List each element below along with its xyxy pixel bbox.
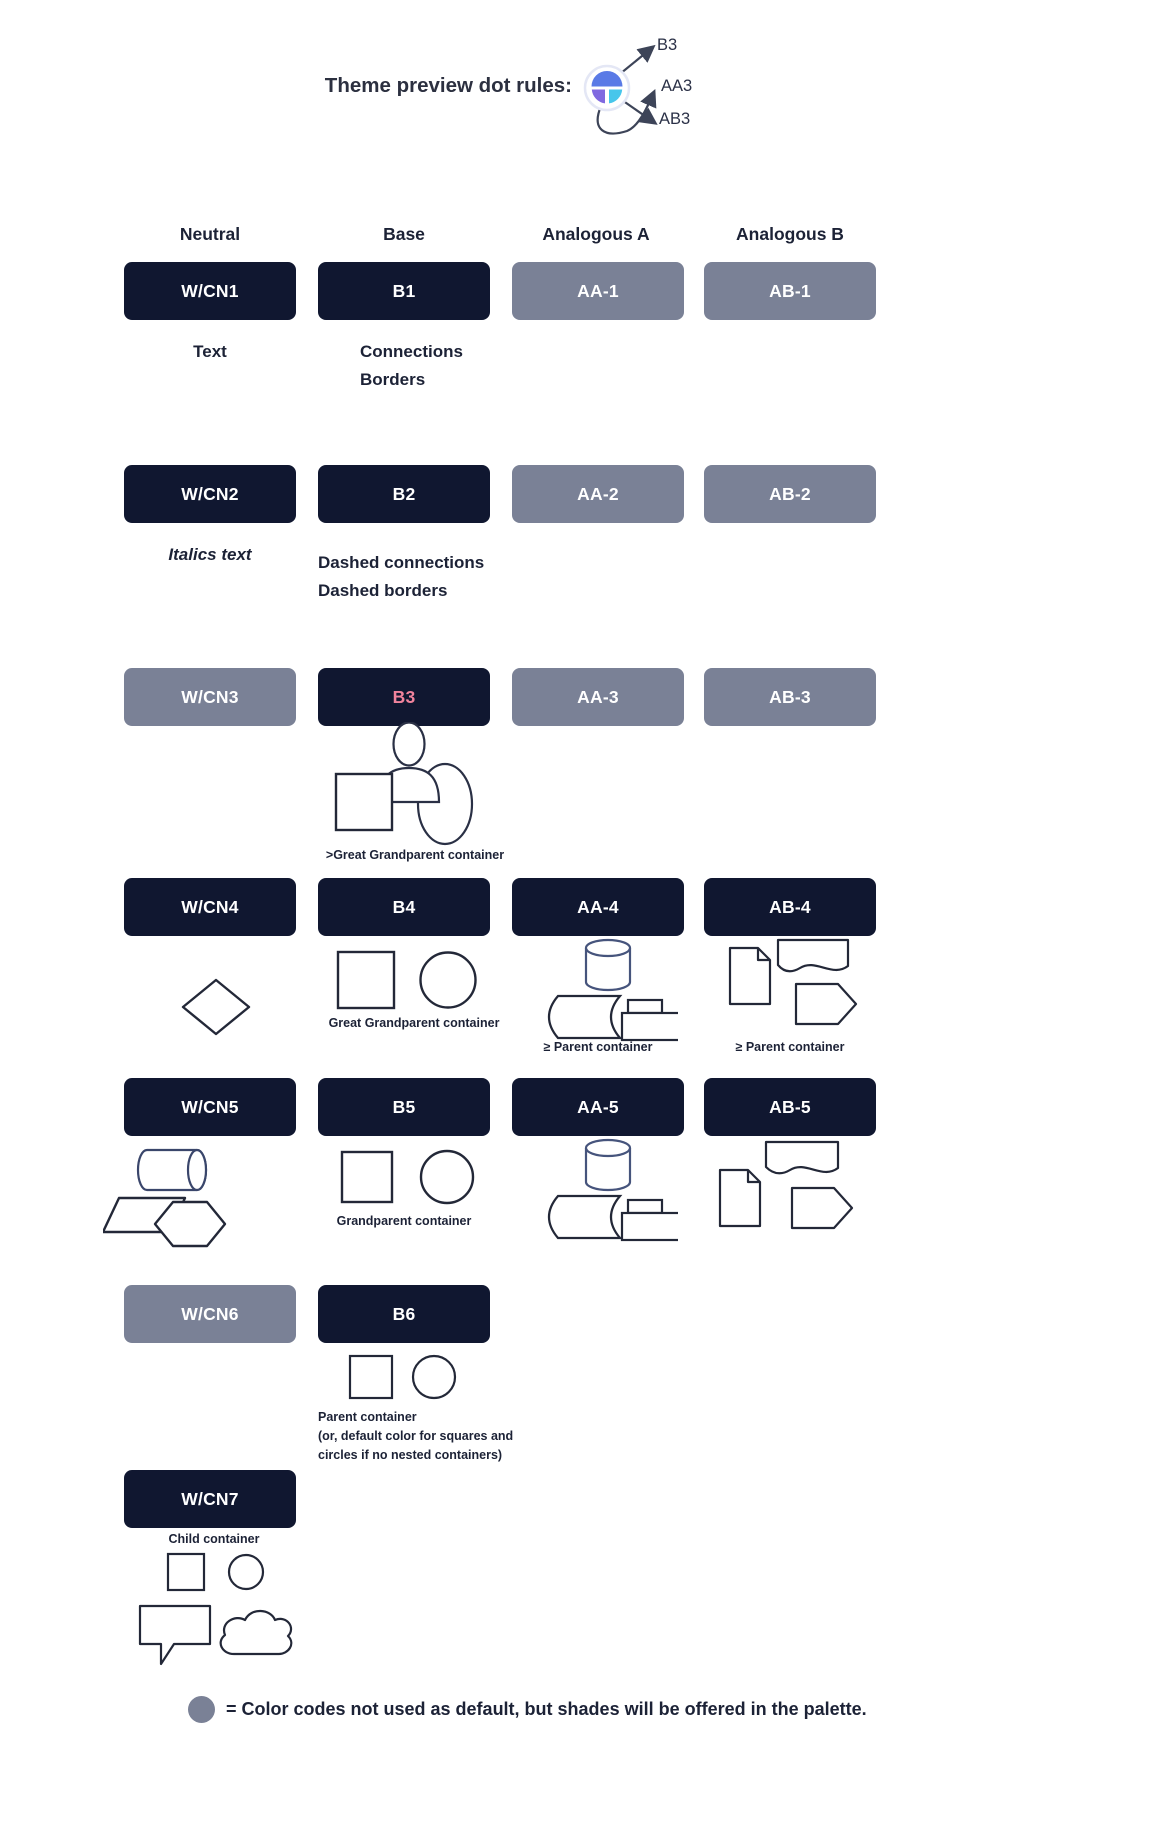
chip-wcn1: W/CN1 <box>124 262 296 320</box>
square-shape <box>336 774 392 830</box>
chip-b3: B3 <box>318 668 490 726</box>
chip-aa4: AA-4 <box>512 878 684 936</box>
caption-dashed-borders: Dashed borders <box>318 581 448 600</box>
chip-b1: B1 <box>318 262 490 320</box>
stored-data-shape <box>549 1196 620 1238</box>
caption-parent-line1: Parent container <box>318 1410 417 1424</box>
ab5-shape-cluster <box>706 1140 866 1236</box>
chip-ab4: AB-4 <box>704 878 876 936</box>
document-shape <box>730 948 770 1004</box>
chip-wcn6: W/CN6 <box>124 1285 296 1343</box>
wave-shape <box>778 940 848 971</box>
document-shape <box>720 1170 760 1226</box>
aa4-shape-cluster <box>538 936 678 1044</box>
caption-great-grandparent-gt: >Great Grandparent container <box>325 848 505 862</box>
circle-shape <box>229 1555 263 1589</box>
diamond-shape <box>183 980 249 1034</box>
legend-dot-icon <box>188 1696 215 1723</box>
dot-rule-label-ab3: AB3 <box>659 110 691 128</box>
circle-shape <box>421 1151 473 1203</box>
chip-wcn5: W/CN5 <box>124 1078 296 1136</box>
chevron-shape <box>792 1188 852 1228</box>
page-title: Theme preview dot rules: <box>324 74 572 97</box>
caption-great-grandparent: Great Grandparent container <box>328 1016 500 1030</box>
square-shape <box>350 1356 392 1398</box>
cloud-shape <box>221 1611 292 1654</box>
horizontal-cylinder-rim <box>188 1150 206 1190</box>
caption-dashed-connections: Dashed connections <box>318 553 485 572</box>
folder-tab-shape <box>628 1000 662 1013</box>
chip-wcn3: W/CN3 <box>124 668 296 726</box>
cylinder-top <box>586 1140 630 1156</box>
folder-body-shape <box>622 1013 678 1040</box>
chip-ab3: AB-3 <box>704 668 876 726</box>
caption-italics-text: Italics text <box>168 545 252 564</box>
caption-text: Text <box>193 342 227 361</box>
square-shape <box>338 952 394 1008</box>
speech-cloud-cluster <box>128 1598 303 1678</box>
chip-aa5: AA-5 <box>512 1078 684 1136</box>
dot-rule-label-b3: B3 <box>657 36 678 54</box>
cylinder-top <box>586 940 630 956</box>
chip-ab1: AB-1 <box>704 262 876 320</box>
column-header-analogous-a: Analogous A <box>542 224 650 244</box>
chip-b2: B2 <box>318 465 490 523</box>
wcn7-shape-cluster <box>160 1550 270 1594</box>
chip-aa3: AA-3 <box>512 668 684 726</box>
square-shape <box>342 1152 392 1202</box>
chip-aa2: AA-2 <box>512 465 684 523</box>
person-head-shape <box>394 723 425 766</box>
circle-shape <box>413 1356 455 1398</box>
caption-parent-line3: circles if no nested containers) <box>318 1448 503 1462</box>
dot-rule-label-aa3: AA3 <box>661 77 693 95</box>
chip-aa1: AA-1 <box>512 262 684 320</box>
chip-b4: B4 <box>318 878 490 936</box>
b4-shape-cluster <box>330 948 490 1014</box>
caption-borders: Borders <box>360 370 426 389</box>
folder-body-shape <box>622 1213 678 1240</box>
chevron-shape <box>796 984 856 1024</box>
wave-shape <box>766 1142 838 1173</box>
chip-wcn2: W/CN2 <box>124 465 296 523</box>
chip-wcn7: W/CN7 <box>124 1470 296 1528</box>
b5-shape-cluster <box>332 1148 482 1210</box>
stored-data-shape <box>549 996 620 1038</box>
caption-grandparent: Grandparent container <box>336 1214 472 1228</box>
chip-b6: B6 <box>318 1285 490 1343</box>
chip-wcn4: W/CN4 <box>124 878 296 936</box>
column-header-analogous-b: Analogous B <box>736 224 844 244</box>
b6-shape-cluster <box>342 1352 462 1402</box>
caption-parent-line2: (or, default color for squares and <box>318 1429 514 1443</box>
legend-text: = Color codes not used as default, but shades will be offered in the palette. <box>226 1699 867 1719</box>
aa5-shape-cluster <box>538 1136 678 1244</box>
caption-ab4-parent: ≥ Parent container <box>735 1040 845 1054</box>
speech-bubble-shape <box>140 1606 210 1664</box>
caption-connections: Connections <box>360 342 463 361</box>
ab4-shape-cluster <box>706 938 866 1040</box>
legend <box>188 1696 867 1723</box>
square-shape <box>168 1554 204 1590</box>
folder-tab-shape <box>628 1200 662 1213</box>
chip-ab2: AB-2 <box>704 465 876 523</box>
wcn5-shape-cluster <box>103 1142 238 1254</box>
caption-aa4-parent: ≥ Parent container <box>543 1040 653 1054</box>
circle-shape <box>421 953 476 1008</box>
chip-b5: B5 <box>318 1078 490 1136</box>
caption-child-container: Child container <box>168 1532 260 1546</box>
b3-shape-cluster <box>328 722 478 852</box>
chip-ab5: AB-5 <box>704 1078 876 1136</box>
wcn4-diamond-shape <box>180 978 252 1036</box>
column-header-neutral: Neutral <box>179 224 241 244</box>
column-header-base: Base <box>383 224 425 244</box>
